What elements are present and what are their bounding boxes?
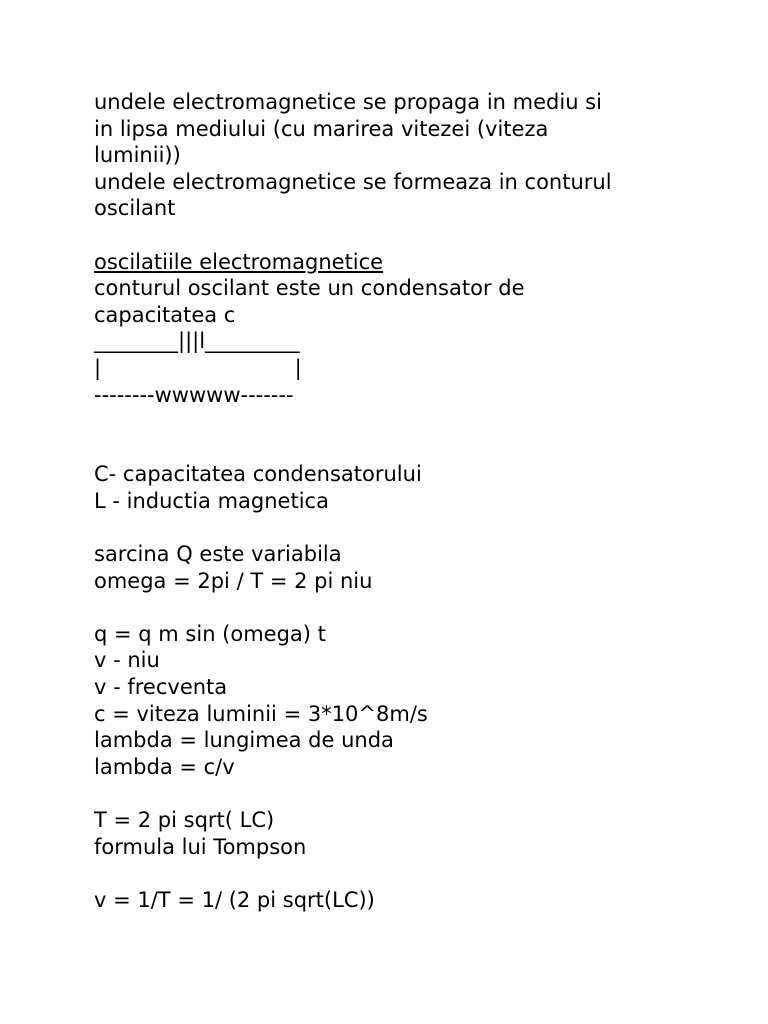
text-line: oscilant — [94, 196, 176, 221]
section-heading — [94, 249, 734, 276]
text-line: c = viteza luminii = 3*10^8m/s — [94, 701, 428, 726]
text-line: omega = 2pi / T = 2 pi niu — [94, 568, 373, 593]
text-line: conturul oscilant este un condensator de — [94, 276, 525, 301]
blank-line — [94, 408, 734, 435]
blank-line — [94, 860, 734, 887]
text-line: undele electromagnetice se formeaza in conturul — [94, 169, 612, 194]
circuit-diagram-middle: | | — [94, 355, 302, 380]
circuit-diagram-top: ________|||l_________ — [94, 329, 300, 354]
section-heading-text: oscilatiile electromagnetice — [94, 249, 384, 274]
text-line: C- capacitatea condensatorului — [94, 462, 422, 487]
text-line: formula lui Tompson — [94, 834, 307, 859]
blank-line — [94, 594, 734, 621]
text-line: q = q m sin (omega) t — [94, 621, 326, 646]
text-line: lambda = c/v — [94, 754, 235, 779]
text-line: sarcina Q este variabila — [94, 542, 342, 567]
blank-line — [94, 780, 734, 807]
text-line: v = 1/T = 1/ (2 pi sqrt(LC)) — [94, 887, 375, 912]
text-line: undele electromagnetice se propaga in mediu si — [94, 90, 602, 114]
blank-line — [94, 222, 734, 249]
blank-line — [94, 515, 734, 542]
text-line: v - niu — [94, 648, 160, 673]
text-line: lambda = lungimea de unda — [94, 728, 394, 753]
document-page — [94, 89, 734, 913]
text-line: luminii)) — [94, 143, 181, 168]
circuit-diagram-bottom: --------wwwww------- — [94, 382, 294, 407]
text-line: capacitatea c — [94, 302, 236, 327]
text-line: in lipsa mediului (cu marirea vitezei (viteza — [94, 116, 549, 141]
text-line: T = 2 pi sqrt( LC) — [94, 808, 275, 833]
blank-line — [94, 435, 734, 462]
text-line: L - inductia magnetica — [94, 488, 329, 513]
text-line: v - frecventa — [94, 675, 228, 700]
